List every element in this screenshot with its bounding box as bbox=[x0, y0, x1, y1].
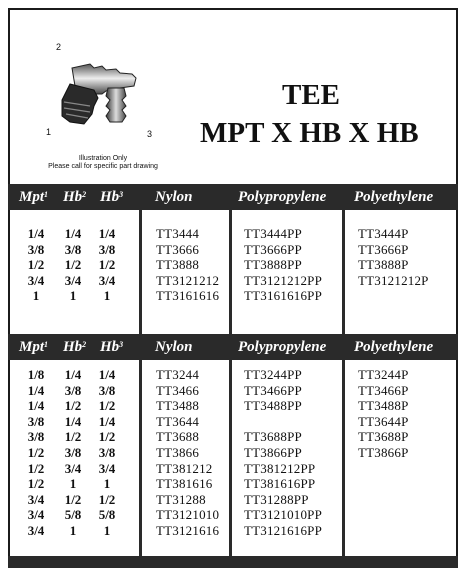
section1-hb2-cell: 1/2 bbox=[64, 257, 82, 273]
section2-nylon-cell: TT3121616 bbox=[156, 523, 220, 538]
section1-polypropylene-cell: TT3444PP bbox=[244, 226, 302, 241]
section2-hb3-cell: 1/2 bbox=[98, 491, 116, 507]
section2-hb3-cell: 3/8 bbox=[98, 445, 116, 460]
section2-polypropylene-cell: TT381616PP bbox=[244, 476, 316, 492]
section2-nylon-cell: TT381616 bbox=[156, 476, 213, 492]
section2-polypropylene-cell: TT3121010PP bbox=[244, 507, 323, 523]
section2-hb3-cell: 1/4 bbox=[98, 413, 116, 429]
header2-nylon: Nylon bbox=[155, 339, 193, 355]
section1-polypropylene-cell: TT3888PP bbox=[244, 257, 302, 273]
section1-hb2-cell: 1/4 bbox=[64, 226, 82, 241]
section2-hb2-cell: 1 bbox=[69, 476, 77, 492]
section1-polyethylene-cell: TT3888P bbox=[358, 257, 409, 273]
section2-mpt-cell: 1/2 bbox=[27, 476, 45, 492]
section2-nylon-cell: TT3688 bbox=[156, 429, 200, 445]
section2-nylon-cell: TT3466 bbox=[156, 382, 200, 398]
note-line-1: Illustration Only bbox=[78, 155, 128, 162]
tee-fitting-illustration bbox=[50, 40, 160, 140]
section1-hb2-cell: 3/8 bbox=[64, 241, 82, 257]
section1-hb2-cell: 3/4 bbox=[64, 272, 82, 288]
section1-hb3-cell: 3/4 bbox=[98, 272, 116, 288]
section2-hb2-cell: 5/8 bbox=[64, 507, 82, 523]
section2-hb2-cell: 1 bbox=[69, 523, 77, 538]
header-polypropylene: Polypropylene bbox=[238, 189, 327, 205]
bottom-bar bbox=[8, 556, 458, 568]
section1-nylon-cell: TT3666 bbox=[156, 241, 200, 257]
section2-hb2-cell: 3/8 bbox=[64, 445, 82, 460]
section2-mpt-cell: 1/8 bbox=[27, 367, 45, 382]
section1-polyethylene-cell: TT3444P bbox=[358, 226, 409, 241]
section1-separator-2 bbox=[229, 210, 232, 338]
section2-polypropylene-cell: TT31288PP bbox=[244, 491, 309, 507]
section1-separator-1 bbox=[139, 210, 142, 338]
section1-mpt-cell: 1/4 bbox=[27, 226, 45, 241]
section2-polypropylene-cell: TT3688PP bbox=[244, 429, 302, 445]
section2-hb3-cell: 1/2 bbox=[98, 398, 116, 414]
section2-mpt-cell: 3/4 bbox=[27, 523, 45, 538]
callout-2: 2 bbox=[56, 42, 62, 52]
section2-polypropylene-cell: TT381212PP bbox=[244, 460, 316, 476]
note-line-2: Please call for specific part drawing bbox=[48, 163, 158, 170]
header-polyethylene: Polyethylene bbox=[354, 189, 434, 205]
section1-polypropylene-cell: TT3161616PP bbox=[244, 288, 323, 304]
section2-mpt-cell: 1/2 bbox=[27, 445, 45, 460]
section2-hb3-cell: 1/4 bbox=[98, 367, 116, 382]
section2-mpt-cell: 1/4 bbox=[27, 382, 45, 398]
section2-mpt-cell: 3/8 bbox=[27, 429, 45, 445]
header2-polyethylene: Polyethylene bbox=[354, 339, 434, 355]
section1-polypropylene-cell: TT3666PP bbox=[244, 241, 302, 257]
section2-polypropylene-cell: TT3466PP bbox=[244, 382, 302, 398]
section2-hb2-cell: 3/8 bbox=[64, 382, 82, 398]
section2-nylon-cell: TT3244 bbox=[156, 367, 200, 382]
section2-mpt-cell: 3/4 bbox=[27, 491, 45, 507]
section2-polyethylene-cell: TT3244P bbox=[358, 367, 409, 382]
section2-hb3-cell: 3/4 bbox=[98, 460, 116, 476]
section2-nylon-cell: TT3644 bbox=[156, 413, 200, 429]
section2-hb3-cell: 1 bbox=[103, 523, 111, 538]
section2-hb2-cell: 1/4 bbox=[64, 367, 82, 382]
section2-polypropylene-cell: TT3244PP bbox=[244, 367, 302, 382]
section2-separator-3 bbox=[342, 360, 345, 560]
section2-hb3-cell: 5/8 bbox=[98, 507, 116, 523]
product-title: TEE bbox=[282, 79, 341, 111]
header2-hb3: Hb$^3$ bbox=[100, 339, 124, 355]
section2-polyethylene-cell: TT3688P bbox=[358, 429, 409, 445]
section2-polypropylene-cell: TT3866PP bbox=[244, 445, 302, 460]
section2-mpt-cell: 3/8 bbox=[27, 413, 45, 429]
section2-separator-1 bbox=[139, 360, 142, 560]
header2-polypropylene: Polypropylene bbox=[238, 339, 327, 355]
section1-nylon-cell: TT3444 bbox=[156, 226, 200, 241]
header-mpt: Mpt$^1$ bbox=[19, 189, 49, 205]
section1-nylon-cell: TT3888 bbox=[156, 257, 200, 273]
callout-1: 1 bbox=[46, 127, 52, 137]
section1-hb3-cell: 1/2 bbox=[98, 257, 116, 273]
section1-mpt-cell: 3/4 bbox=[27, 272, 45, 288]
section2-polyethylene-cell: TT3644P bbox=[358, 413, 409, 429]
callout-3: 3 bbox=[147, 129, 153, 139]
header2-hb2: Hb$^2$ bbox=[63, 339, 87, 355]
section2-separator-2 bbox=[229, 360, 232, 560]
section2-nylon-cell: TT31288 bbox=[156, 491, 206, 507]
section1-polyethylene-cell: TT3666P bbox=[358, 241, 409, 257]
section1-polyethylene-cell: TT3121212P bbox=[358, 272, 429, 288]
product-subtitle: MPT X HB X HB bbox=[200, 117, 419, 149]
section2-polypropylene-cell: TT3488PP bbox=[244, 398, 302, 414]
section2-nylon-cell: TT381212 bbox=[156, 460, 213, 476]
section2-hb2-cell: 1/4 bbox=[64, 413, 82, 429]
section1-mpt-cell: 1 bbox=[32, 288, 40, 304]
section2-nylon-cell: TT3488 bbox=[156, 398, 200, 414]
section2-mpt-cell: 1/2 bbox=[27, 460, 45, 476]
section1-nylon-cell: TT3161616 bbox=[156, 288, 220, 304]
section2-mpt-cell: 1/4 bbox=[27, 398, 45, 414]
section2-nylon-cell: TT3121010 bbox=[156, 507, 220, 523]
section2-hb3-cell: 1 bbox=[103, 476, 111, 492]
header-hb3: Hb$^3$ bbox=[100, 189, 124, 205]
section2-polyethylene-cell: TT3466P bbox=[358, 382, 409, 398]
section1-mpt-cell: 1/2 bbox=[27, 257, 45, 273]
header-nylon: Nylon bbox=[155, 189, 193, 205]
section2-polypropylene-cell: TT3121616PP bbox=[244, 523, 323, 538]
section2-hb2-cell: 1/2 bbox=[64, 491, 82, 507]
section1-hb2-cell: 1 bbox=[69, 288, 77, 304]
section2-polyethylene-cell: TT3866P bbox=[358, 445, 409, 460]
header2-mpt: Mpt$^1$ bbox=[19, 339, 49, 355]
section1-hb3-cell: 1 bbox=[103, 288, 111, 304]
section1-nylon-cell: TT3121212 bbox=[156, 272, 220, 288]
section1-hb3-cell: 1/4 bbox=[98, 226, 116, 241]
section2-polyethylene-cell: TT3488P bbox=[358, 398, 409, 414]
section2-hb2-cell: 3/4 bbox=[64, 460, 82, 476]
header-hb2: Hb$^2$ bbox=[63, 189, 87, 205]
section1-mpt-cell: 3/8 bbox=[27, 241, 45, 257]
section1-hb3-cell: 3/8 bbox=[98, 241, 116, 257]
section2-hb3-cell: 3/8 bbox=[98, 382, 116, 398]
section2-hb3-cell: 1/2 bbox=[98, 429, 116, 445]
section1-polypropylene-cell: TT3121212PP bbox=[244, 272, 323, 288]
section2-mpt-cell: 3/4 bbox=[27, 507, 45, 523]
illustration-note bbox=[38, 155, 168, 171]
section2-nylon-cell: TT3866 bbox=[156, 445, 200, 460]
section2-hb2-cell: 1/2 bbox=[64, 429, 82, 445]
section1-separator-3 bbox=[342, 210, 345, 338]
section2-hb2-cell: 1/2 bbox=[64, 398, 82, 414]
